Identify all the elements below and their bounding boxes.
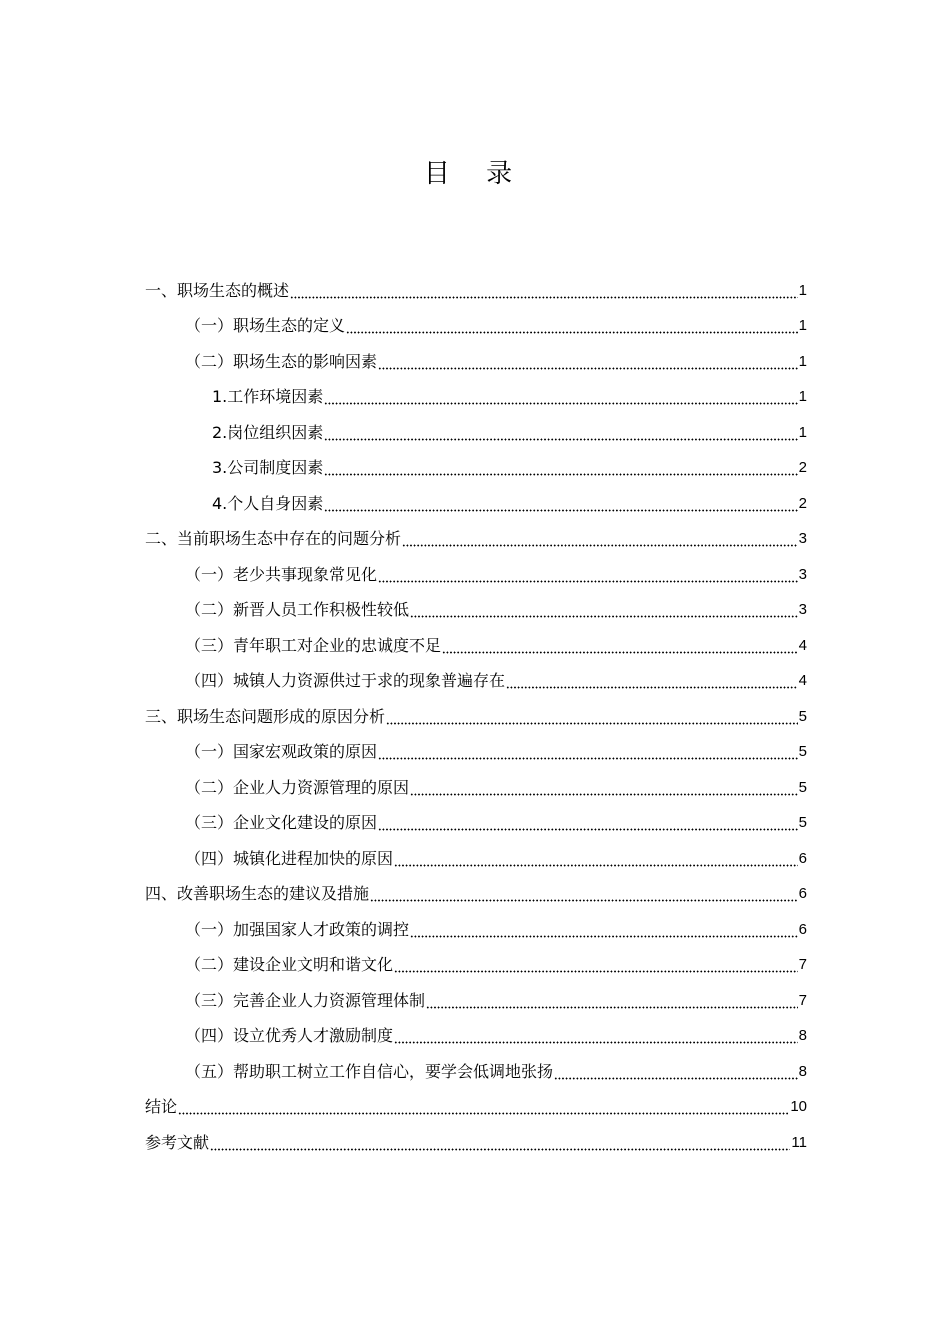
toc-dot-leader [324,423,797,443]
toc-entry-text: （四）城镇人力资源供过于求的现象普遍存在 [185,671,506,691]
toc-page-number: 8 [798,1062,807,1080]
toc-page-number: 1 [798,388,807,406]
toc-entry-text: （三）青年职工对企业的忠诚度不足 [185,635,442,655]
toc-dot-leader [402,529,798,549]
toc-page-number: 5 [798,814,807,832]
toc-entry-text: 四、改善职场生态的建议及措施 [145,884,370,904]
toc-dot-leader [394,849,798,869]
toc-entry-text: （五）帮助职工树立工作自信心，要学会低调地张扬 [185,1061,554,1081]
toc-page-number: 10 [790,1098,807,1116]
toc-entry[interactable] [145,664,807,700]
toc-entry-text: （三）企业文化建设的原因 [185,813,378,833]
toc-dot-leader [324,458,797,478]
toc-dot-leader [426,991,798,1011]
toc-page-number: 1 [798,317,807,335]
toc-entry-text: （三）完善企业人力资源管理体制 [185,990,426,1010]
toc-page-number: 1 [798,352,807,370]
toc-dot-leader [410,920,798,940]
toc-entry-text: 结论 [145,1097,178,1117]
toc-entry[interactable] [145,806,807,842]
toc-dot-leader [346,316,798,336]
toc-dot-leader [410,778,798,798]
toc-entry[interactable] [145,628,807,664]
toc-page-number: 8 [798,1027,807,1045]
toc-entry[interactable] [145,983,807,1019]
toc-entry-text: 4.个人自身因素 [212,493,324,513]
toc-dot-leader [290,281,798,301]
toc-page-number: 6 [798,885,807,903]
toc-page-number: 7 [798,991,807,1009]
toc-page-number: 3 [798,530,807,548]
toc-dot-leader [386,707,798,727]
toc-entry[interactable] [145,557,807,593]
toc-entry-text: （一）加强国家人才政策的调控 [185,919,410,939]
toc-entry-text: 三、职场生态问题形成的原因分析 [145,706,386,726]
toc-dot-leader [554,1062,798,1082]
toc-page-number: 11 [791,1133,807,1151]
toc-page-number: 5 [798,707,807,725]
toc-dot-leader [178,1097,789,1117]
toc-page-number: 3 [798,601,807,619]
toc-entry[interactable] [145,415,807,451]
toc-entry-text: 1.工作环境因素 [212,387,324,407]
toc-entry[interactable] [145,593,807,629]
toc-entry-text: （二）企业人力资源管理的原因 [185,777,410,797]
toc-dot-leader [394,1026,798,1046]
toc-entry[interactable] [145,948,807,984]
toc-entry[interactable] [145,877,807,913]
toc-title: 目 录 [423,159,527,189]
toc-entry[interactable] [145,770,807,806]
toc-page-number: 6 [798,849,807,867]
toc-entry[interactable] [145,1125,807,1161]
toc-entry-text: 2.岗位组织因素 [212,422,324,442]
toc-entry[interactable] [145,912,807,948]
toc-entry[interactable] [145,451,807,487]
toc-page-number: 1 [798,423,807,441]
toc-entry-text: 二、当前职场生态中存在的问题分析 [145,529,402,549]
toc-entry-text: 3.公司制度因素 [212,458,324,478]
toc-page-number: 4 [798,672,807,690]
toc-entry[interactable] [145,344,807,380]
toc-entry[interactable] [145,1054,807,1090]
toc-dot-leader [442,636,798,656]
toc-entry[interactable] [145,522,807,558]
toc-entry-text: （一）老少共事现象常见化 [185,564,378,584]
toc-dot-leader [324,494,797,514]
toc-dot-leader [210,1133,790,1153]
toc-dot-leader [378,813,798,833]
toc-page-number: 5 [798,743,807,761]
toc-entry-text: （一）职场生态的定义 [185,316,346,336]
toc-dot-leader [324,387,797,407]
toc-dot-leader [410,600,798,620]
toc-entry-text: 一、职场生态的概述 [145,280,290,300]
toc-page-number: 2 [798,459,807,477]
toc-entry[interactable] [145,699,807,735]
toc-list [145,273,807,1161]
toc-entry-text: （四）设立优秀人才激励制度 [185,1026,394,1046]
toc-entry[interactable] [145,273,807,309]
toc-entry-text: （四）城镇化进程加快的原因 [185,848,394,868]
toc-entry[interactable] [145,1019,807,1055]
toc-dot-leader [378,742,798,762]
toc-entry[interactable] [145,486,807,522]
toc-entry-text: 参考文献 [145,1132,210,1152]
toc-page-number: 2 [798,494,807,512]
toc-page-number: 1 [798,281,807,299]
toc-entry[interactable] [145,309,807,345]
toc-entry-text: （二）职场生态的影响因素 [185,351,378,371]
toc-entry-text: （二）建设企业文明和谐文化 [185,955,394,975]
toc-dot-leader [394,955,798,975]
toc-entry[interactable] [145,841,807,877]
toc-dot-leader [378,565,798,585]
toc-dot-leader [370,884,798,904]
toc-entry[interactable] [145,1090,807,1126]
toc-page-number: 6 [798,920,807,938]
toc-page-number: 3 [798,565,807,583]
toc-dot-leader [378,352,798,372]
toc-entry[interactable] [145,380,807,416]
toc-page-number: 7 [798,956,807,974]
toc-page-number: 4 [798,636,807,654]
toc-entry-text: （一）国家宏观政策的原因 [185,742,378,762]
toc-page-number: 5 [798,778,807,796]
toc-entry[interactable] [145,735,807,771]
toc-entry-text: （二）新晋人员工作积极性较低 [185,600,410,620]
toc-dot-leader [506,671,798,691]
